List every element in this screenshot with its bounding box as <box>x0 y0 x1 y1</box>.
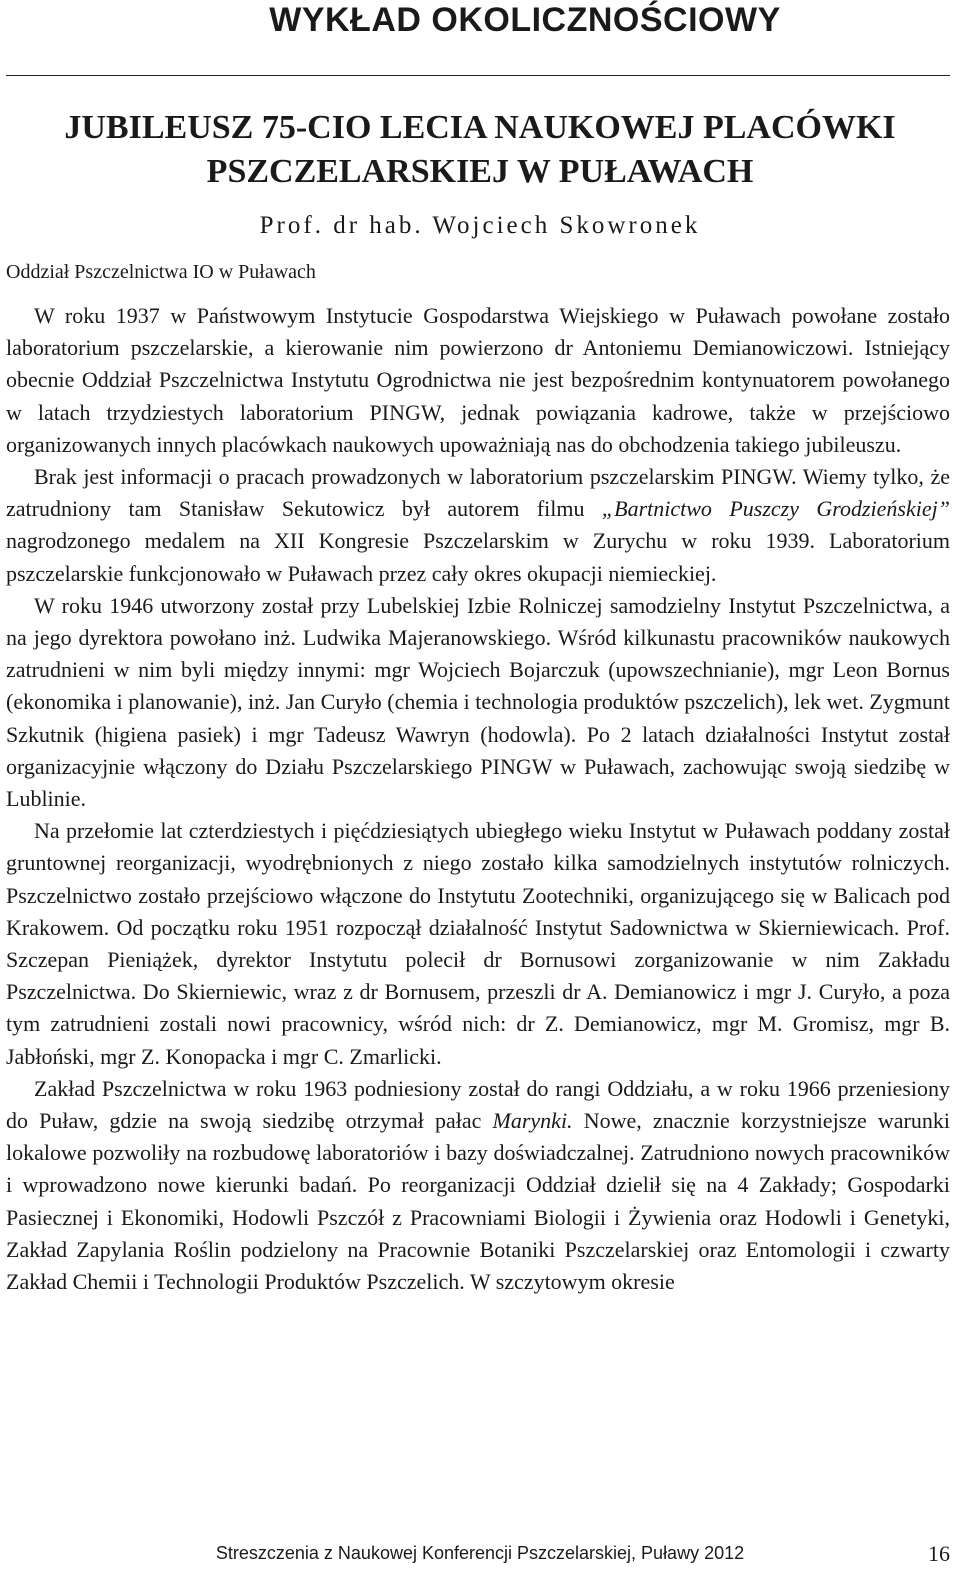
footer-text: Streszczenia z Naukowej Konferencji Pszczelarskiej, Puławy 2012 <box>215 1543 745 1563</box>
paragraph-5-text-b: Nowe, znacznie korzystniejsze warunki lokalowe pozwoliły na rozbudowę laboratoriów i bazy doświadczalnej. Zatrudniono nowych pracowników i wprowadzono nowe kierunki badań. Po reorganizacji Oddział dzielił się na 4 Zakłady; Gospodarki Pasiecznej i Ekonomiki, Hodowli Pszczół z Pracowniami Biologii i Żywienia oraz Hodowli i Genetyki, Zakład Zapylania Roślin podzielony na Pracownie Botaniki Pszczelarskiej oraz Entomologii i czwarty Zakład Chemii i Technologii Produktów Pszczelich. W szczytowym okresie <box>6 1108 950 1295</box>
film-title: „Bartnictwo Puszczy Grodzieńskiej” <box>601 496 950 522</box>
paragraph-1: W roku 1937 w Państwowym Instytucie Gospodarstwa Wiejskiego w Puławach powołane zostało laboratorium pszczelarskie, a kierowanie nim powierzono dr Antoniemu Demianowiczowi. Istniejący obecnie Oddział Pszczelnictwa Instytutu Ogrodnictwa nie jest bezpośrednim kontynuatorem powołanego w latach trzydziestych laboratorium PINGW, jednak powiązania kadrowe, także w przejściowo organizowanych innych placówkach naukowych upoważniają nas do obchodzenia takiego jubileuszu. <box>6 303 950 457</box>
article-body <box>6 300 950 1298</box>
paragraph-5 <box>6 1073 950 1298</box>
author: Prof. dr hab. Wojciech Skowronek <box>259 212 701 239</box>
paragraph-4: Na przełomie lat czterdziestych i pięćdziesiątych ubiegłego wieku Instytut w Puławach poddany został gruntownej reorganizacji, wyodrębnionych z niego zostało kilka samodzielnych instytutów rolniczych. Pszczelnictwo zostało przejściowo włączone do Instytutu Zootechniki, organizującego się w Balicach pod Krakowem. Od początku roku 1951 rozpoczął działalność Instytut Sadownictwa w Skierniewicach. Prof. Szczepan Pieniążek, dyrektor Instytutu polecił dr Bornusowi zorganizowanie w nim Zakładu Pszczelnictwa. Do Skierniewic, wraz z dr Bornusem, przeszli dr A. Demianowicz i mgr J. Curyło, a poza tym zatrudnieni zostali nowi pracownicy, wśród nich: dr Z. Demianowicz, mgr M. Gromisz, mgr B. Jabłoński, mgr Z. Konopacka i mgr C. Zmarlicki. <box>6 818 950 1069</box>
paragraph-2 <box>6 461 950 590</box>
palace-name: Marynki. <box>492 1108 573 1134</box>
paragraph-2-text-a: Brak jest informacji o pracach prowadzonych w laboratorium pszczelarskim PINGW. Wiemy tylko, że zatrudniony tam Stanisław Sekutowicz był autorem filmu <box>6 464 950 522</box>
affiliation: Oddział Pszczelnictwa IO w Puławach <box>6 261 316 283</box>
paragraph-5-text-a: Zakład Pszczelnictwa w roku 1963 podniesiony został do rangi Oddziału, a w roku 1966 przeniesiony do Puław, gdzie na swoją siedzibę otrzymał pałac <box>6 1075 950 1134</box>
paragraph-2-text-b: nagrodzonego medalem na XII Kongresie Pszczelarskim w Zurychu w roku 1939. Laboratorium pszczelarskie funkcjonowało w Puławach przez cały okres okupacji niemieckiej. <box>6 528 950 586</box>
header-rule <box>6 75 950 76</box>
article-title <box>0 106 960 194</box>
article-title-line-1: JUBILEUSZ 75-CIO LECIA NAUKOWEJ PLACÓWKI <box>64 109 896 146</box>
section-title: WYKŁAD OKOLICZNOŚCIOWY <box>269 1 781 39</box>
page-number: 16 <box>928 1541 950 1566</box>
paragraph-3: W roku 1946 utworzony został przy Lubelskiej Izbie Rolniczej samodzielny Instytut Pszczelnictwa, a na jego dyrektora powołano inż. Ludwika Majeranowskiego. Wśród kilkunastu pracowników naukowych zatrudnieni w nim byli między innymi: mgr Wojciech Bojarczuk (upowszechnianie), mgr Leon Bornus (ekonomika i planowanie), inż. Jan Curyło (chemia i technologia produktów pszczelich), lek wet. Zygmunt Szkutnik (higiena pasiek) i mgr Tadeusz Wawryn (hodowla). Po 2 latach działalności Instytut został organizacyjnie włączony do Działu Pszczelarskiego PINGW w Puławach, zachowując swoją siedzibę w Lublinie. <box>6 592 950 812</box>
article-title-line-2: PSZCZELARSKIEJ W PUŁAWACH <box>206 153 754 190</box>
